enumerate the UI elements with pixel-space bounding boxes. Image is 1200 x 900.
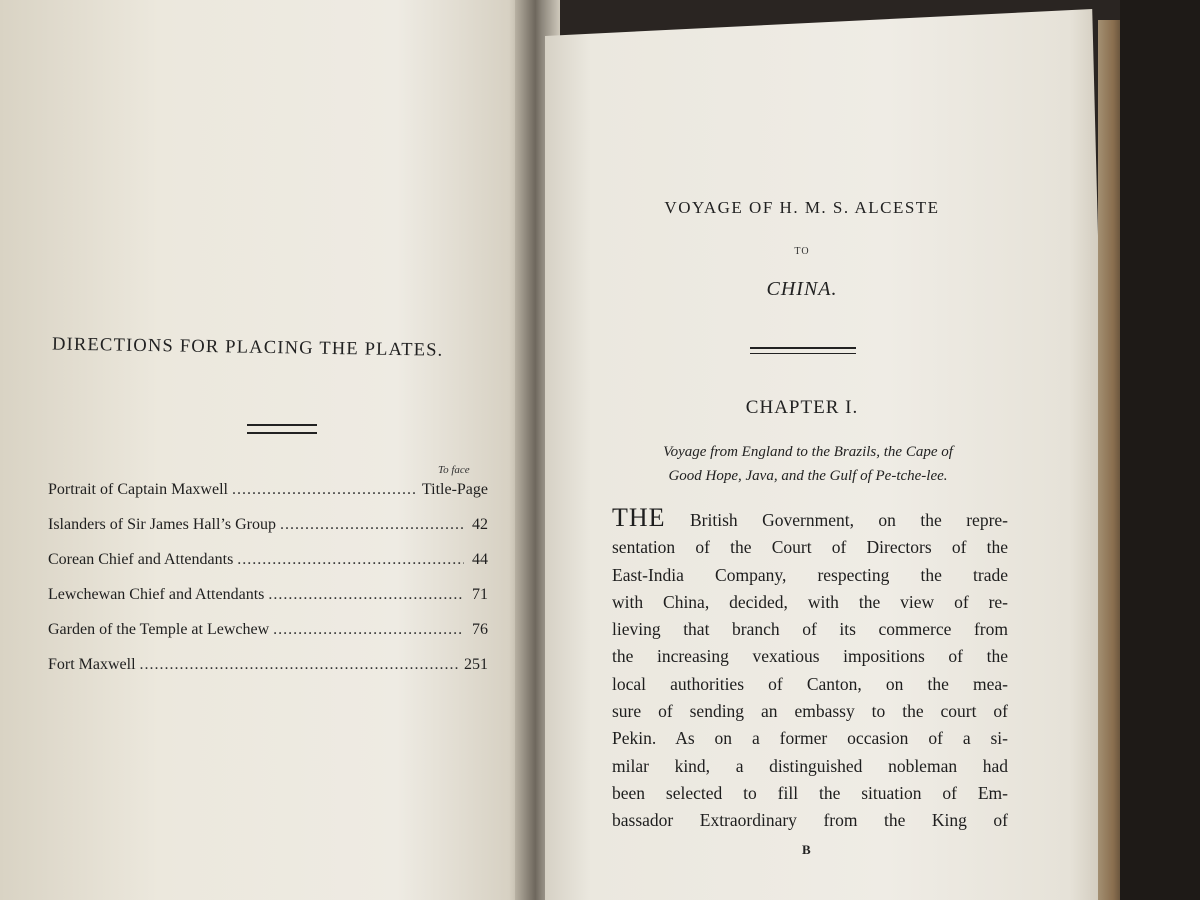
body-line: been selected to fill the situation of Em- <box>612 782 1008 803</box>
plates-heading: DIRECTIONS FOR PLACING THE PLATES. <box>51 334 444 361</box>
title-rule <box>750 347 856 354</box>
list-item <box>48 583 488 618</box>
leader-dots <box>273 618 464 642</box>
leader-dots <box>280 513 464 537</box>
signature-mark: B <box>802 842 811 857</box>
plate-page: Title-Page <box>421 481 488 498</box>
body-line: with China, decided, with the view of re- <box>612 591 1008 612</box>
body-line: local authorities of Canton, on the mea- <box>612 673 1008 694</box>
left-page <box>0 0 530 900</box>
list-item <box>48 478 488 513</box>
heading-rule <box>247 424 317 434</box>
list-item <box>48 653 488 688</box>
title-destination: CHINA. <box>766 278 838 300</box>
body-line: Pekin. As on a former occasion of a si- <box>612 728 1008 749</box>
body-line-text: British Government, on the repre- <box>665 510 1008 530</box>
body-line: East-India Company, respecting the trade <box>612 564 1008 585</box>
chapter-summary-line: Good Hope, Java, and the Gulf of Pe-tche-lee. <box>668 468 948 484</box>
drop-cap: THE <box>612 503 666 532</box>
plate-title: Fort Maxwell <box>48 656 136 673</box>
plates-list <box>48 478 488 688</box>
plate-page: 44 <box>472 551 488 568</box>
leader-dots <box>237 548 464 572</box>
leader-dots <box>232 478 418 502</box>
chapter-summary <box>612 440 1004 488</box>
book-title: VOYAGE OF H. M. S. ALCESTE <box>664 198 940 217</box>
plate-title: Islanders of Sir James Hall’s Group <box>48 516 276 533</box>
list-item <box>48 548 488 583</box>
chapter-heading: CHAPTER I. <box>745 397 859 418</box>
plate-page: 251 <box>464 656 488 673</box>
list-item <box>48 513 488 548</box>
leader-dots <box>140 653 460 677</box>
plate-title: Corean Chief and Attendants <box>48 551 234 568</box>
body-line: bassador Extraordinary from the King of <box>612 810 1008 831</box>
plate-page: 42 <box>472 516 488 533</box>
chapter-summary-line: Voyage from England to the Brazils, the Cape of <box>663 444 953 460</box>
title-to: TO <box>794 246 810 257</box>
leader-dots <box>268 583 464 607</box>
plate-title: Garden of the Temple at Lewchew <box>48 621 270 638</box>
plate-title: Lewchewan Chief and Attendants <box>48 586 265 603</box>
body-line: sentation of the Court of Directors of the <box>612 537 1008 558</box>
body-line: sure of sending an embassy to the court of <box>612 701 1008 722</box>
plate-title: Portrait of Captain Maxwell <box>48 481 228 498</box>
list-item <box>48 618 488 653</box>
plate-page: 76 <box>472 621 488 638</box>
body-line: lieving that branch of its commerce from <box>612 619 1008 640</box>
to-face-label: To face <box>438 464 470 476</box>
background-table <box>1120 0 1200 900</box>
plate-page: 71 <box>472 586 488 603</box>
body-line: milar kind, a distinguished nobleman had <box>612 755 1008 776</box>
body-line <box>612 504 1008 534</box>
body-line: the increasing vexatious impositions of the <box>612 646 1008 667</box>
body-text <box>612 504 1008 835</box>
